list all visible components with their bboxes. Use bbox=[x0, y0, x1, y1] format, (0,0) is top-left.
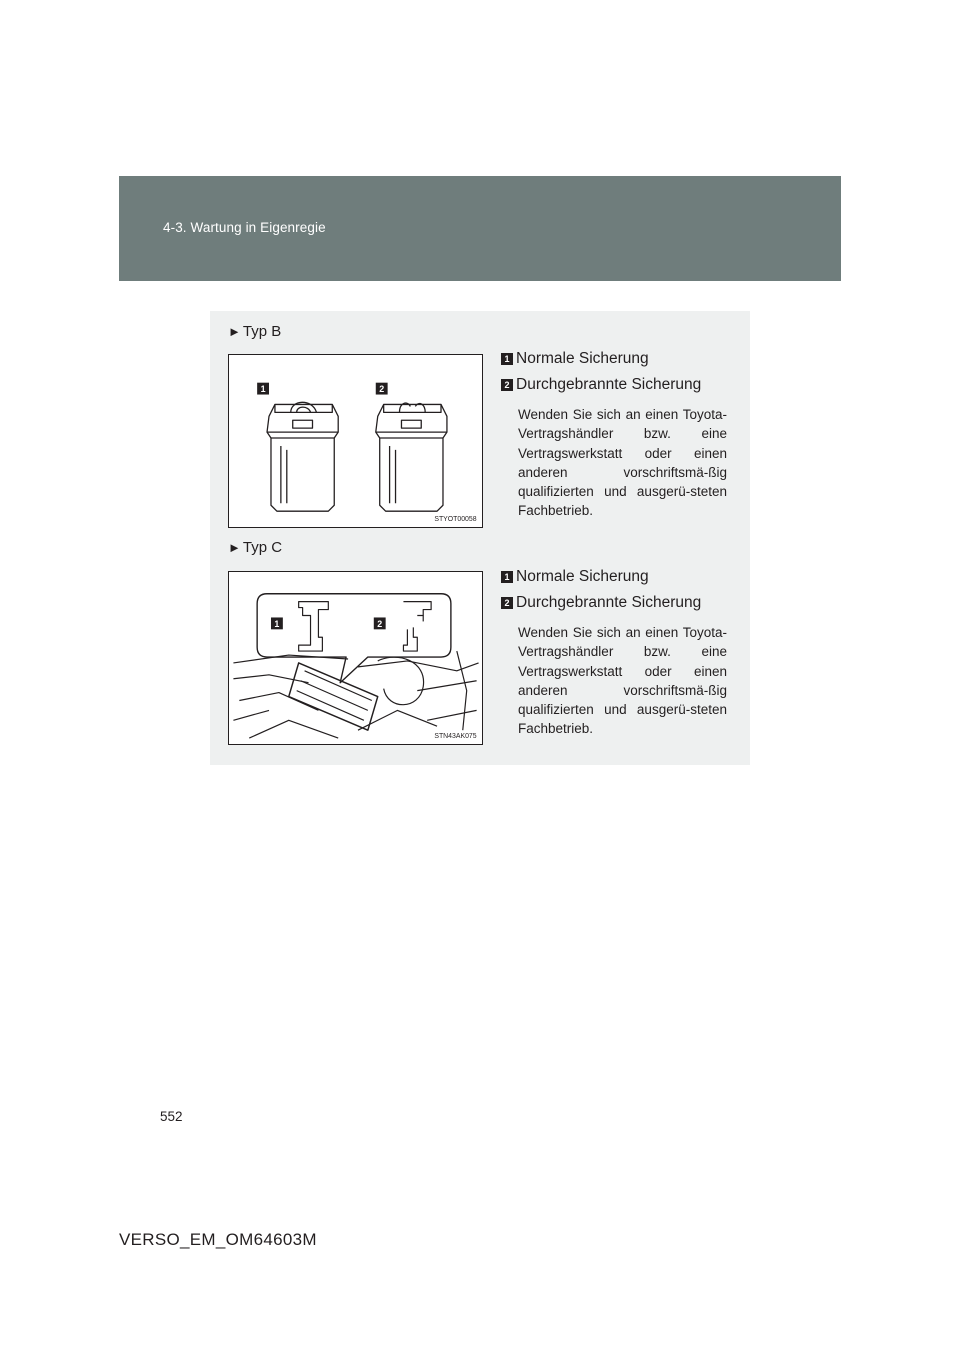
chapter-header bbox=[119, 176, 841, 281]
chapter-title: 4-3. Wartung in Eigenregie bbox=[163, 220, 326, 235]
svg-text:2: 2 bbox=[377, 618, 383, 629]
type-b-fuse-drawing bbox=[229, 355, 482, 527]
type-b-label: ► Typ B bbox=[228, 323, 282, 340]
document-code: VERSO_EM_OM64603M bbox=[119, 1230, 317, 1249]
type-c-fuse-illustration bbox=[228, 571, 483, 745]
type-c-label: ► Typ C bbox=[228, 539, 283, 556]
type-b-fuse-illustration bbox=[228, 354, 483, 528]
svg-text:1: 1 bbox=[274, 618, 280, 629]
svg-text:2: 2 bbox=[379, 384, 385, 395]
type-c-item-normal-fuse: 1 Normale Sicherung bbox=[501, 568, 649, 586]
type-c-note: Wenden Sie sich an einen Toyota-Vertragshändler bzw. eine Vertragswerkstatt oder einen anderen vorschriftsmä-ßig qualifizierten und ausgerü-steten Fachbetrieb. bbox=[518, 625, 727, 737]
type-c-fuse-drawing bbox=[229, 572, 482, 744]
figure-code: STN43AK075 bbox=[434, 733, 477, 741]
triangle-right-icon: ► bbox=[228, 540, 241, 555]
type-b-item-normal-fuse: 1 Normale Sicherung bbox=[501, 350, 649, 368]
svg-text:1: 1 bbox=[260, 384, 266, 395]
type-c-item-blown-fuse: 2 Durchgebrannte Sicherung bbox=[501, 594, 701, 612]
type-b-item-blown-fuse: 2 Durchgebrannte Sicherung bbox=[501, 376, 701, 394]
type-b-note: Wenden Sie sich an einen Toyota-Vertragshändler bzw. eine Vertragswerkstatt oder einen anderen vorschriftsmä-ßig qualifizierten und ausgerü-steten Fachbetrieb. bbox=[518, 407, 727, 519]
triangle-right-icon: ► bbox=[228, 324, 241, 339]
figure-code: STYOT00058 bbox=[434, 516, 477, 524]
fuse-info-panel bbox=[210, 311, 750, 765]
page-number: 552 bbox=[160, 1109, 183, 1124]
